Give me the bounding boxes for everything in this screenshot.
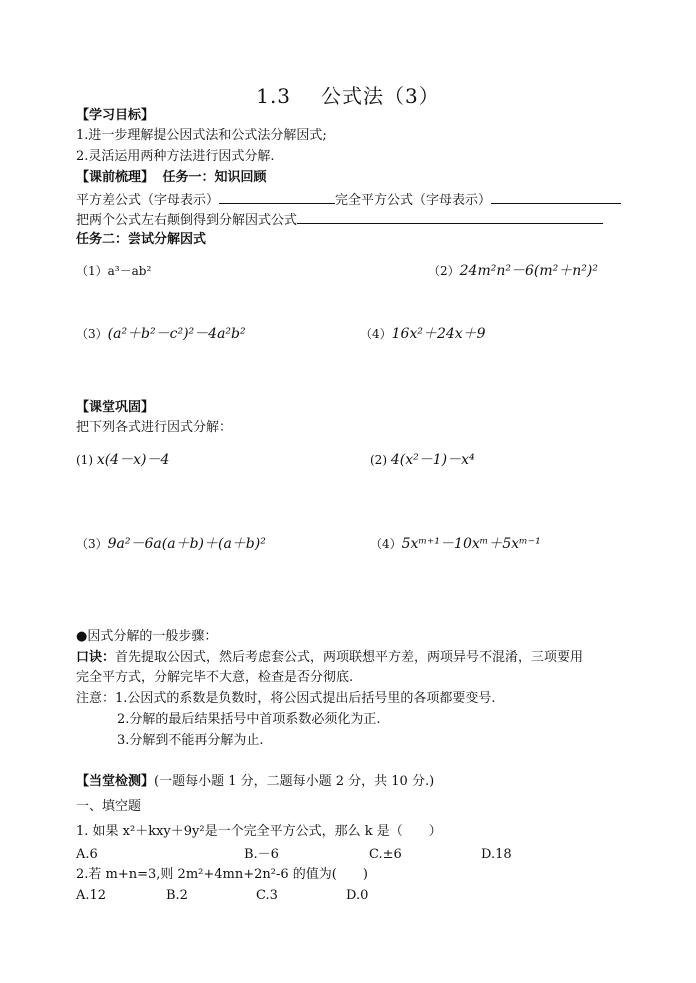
consolidate-problem-1 [76, 451, 169, 469]
option-c[interactable]: C.±6 [369, 847, 402, 862]
perfect-square-label: 完全平方公式（字母表示） [335, 193, 492, 208]
diff-squares-label: 平方差公式（字母表示） [76, 193, 220, 208]
review-heading-row [76, 169, 267, 187]
task2-title: 任务二：尝试分解因式 [76, 232, 207, 247]
note-label: 注意： [76, 691, 116, 706]
test-heading: 【当堂检测】 [76, 774, 155, 789]
reverse-formula-blank[interactable] [297, 210, 603, 224]
consolidate-problem-3 [76, 535, 266, 553]
problem-expr: 5xᵐ⁺¹－10xᵐ＋5xᵐ⁻¹ [401, 536, 541, 552]
option-c[interactable]: C.3 [256, 888, 278, 903]
consolidate-heading: 【课堂巩固】 [76, 400, 155, 415]
option-b[interactable]: B.2 [166, 888, 188, 903]
perfect-square-blank[interactable] [491, 190, 621, 204]
task2-problem-2 [428, 262, 598, 280]
option-b[interactable]: B.－6 [244, 847, 279, 862]
problem-label: （1） [76, 264, 108, 278]
task2-problem-4 [360, 325, 486, 343]
test-heading-row [76, 773, 434, 791]
problem-expr: a³－ab² [107, 264, 152, 278]
diff-squares-blank[interactable] [219, 190, 335, 204]
consolidate-instruction: 把下列各式进行因式分解： [76, 420, 233, 435]
section-title: 公式法（3） [321, 84, 440, 108]
option-a[interactable]: A.12 [76, 888, 107, 903]
problem-expr: 24m²n²－6(m²＋n²)² [459, 263, 598, 279]
consolidate-problem-2 [370, 451, 475, 469]
test-scoring: (一题每小题 1 分，二题每小题 2 分，共 10 分.) [154, 774, 435, 789]
note-3: 3.分解到不能再分解为止. [117, 733, 264, 748]
option-a[interactable]: A.6 [76, 847, 98, 862]
problem-expr: 4(x²－1)－x⁴ [390, 452, 475, 468]
option-d[interactable]: D.0 [346, 888, 369, 903]
objective-1: 1.进一步理解提公因式法和公式法分解因式; [76, 128, 327, 143]
steps-heading: ●因式分解的一般步骤： [76, 629, 218, 644]
objective-2: 2.灵活运用两种方法进行因式分解. [76, 149, 275, 164]
mnemonic-line-2: 完全平方式，分解完毕不大意，检查是否分彻底. [76, 670, 354, 685]
mnemonic-label: 口诀： [76, 650, 116, 665]
review-heading: 【课前梳理】 [76, 170, 155, 185]
problem-label: （4） [370, 537, 402, 551]
task1-title: 任务一：知识回顾 [162, 170, 267, 185]
objectives-heading: 【学习目标】 [76, 108, 155, 123]
option-d[interactable]: D.18 [481, 847, 512, 862]
question-2: 2.若 m+n=3,则 2m²+4mn+2n²-6 的值为( ) [76, 867, 368, 882]
problem-label: （3） [76, 327, 108, 341]
problem-expr: 16x²＋24x＋9 [391, 326, 486, 342]
mnemonic-text-1: 首先提取公因式，然后考虑套公式，两项联想平方差，两项异号不混淆，三项要用 [115, 650, 584, 665]
section-number: 1.3 [256, 84, 292, 108]
note-1: 1.公因式的系数是负数时，将公因式提出后括号里的各项都要变号. [115, 691, 496, 706]
task2-problem-3 [76, 325, 246, 343]
problem-label: （3） [76, 537, 108, 551]
reverse-formula-label: 把两个公式左右颠倒得到分解因式公式 [76, 213, 298, 228]
problem-label: （2） [428, 264, 460, 278]
formula-recall-row [76, 190, 621, 210]
task2-problem-1 [76, 262, 151, 280]
page-title [0, 80, 696, 109]
problem-label: (2) [370, 453, 387, 467]
fill-in-heading: 一、填空题 [76, 799, 142, 814]
question-1: 1. 如果 x²＋kxy＋9y²是一个完全平方公式，那么 k 是（ ） [76, 824, 442, 839]
reverse-formula-row [76, 210, 603, 230]
problem-expr: (a²＋b²－c²)²－4a²b² [107, 326, 246, 342]
note-line-1 [76, 690, 496, 708]
consolidate-problem-4 [370, 535, 541, 553]
problem-label: (1) [76, 453, 93, 467]
problem-expr: x(4－x)－4 [96, 452, 170, 468]
problem-label: （4） [360, 327, 392, 341]
note-2: 2.分解的最后结果括号中首项系数必须化为正. [117, 712, 381, 727]
problem-expr: 9a²－6a(a＋b)＋(a＋b)² [107, 536, 266, 552]
mnemonic-line-1 [76, 649, 583, 667]
